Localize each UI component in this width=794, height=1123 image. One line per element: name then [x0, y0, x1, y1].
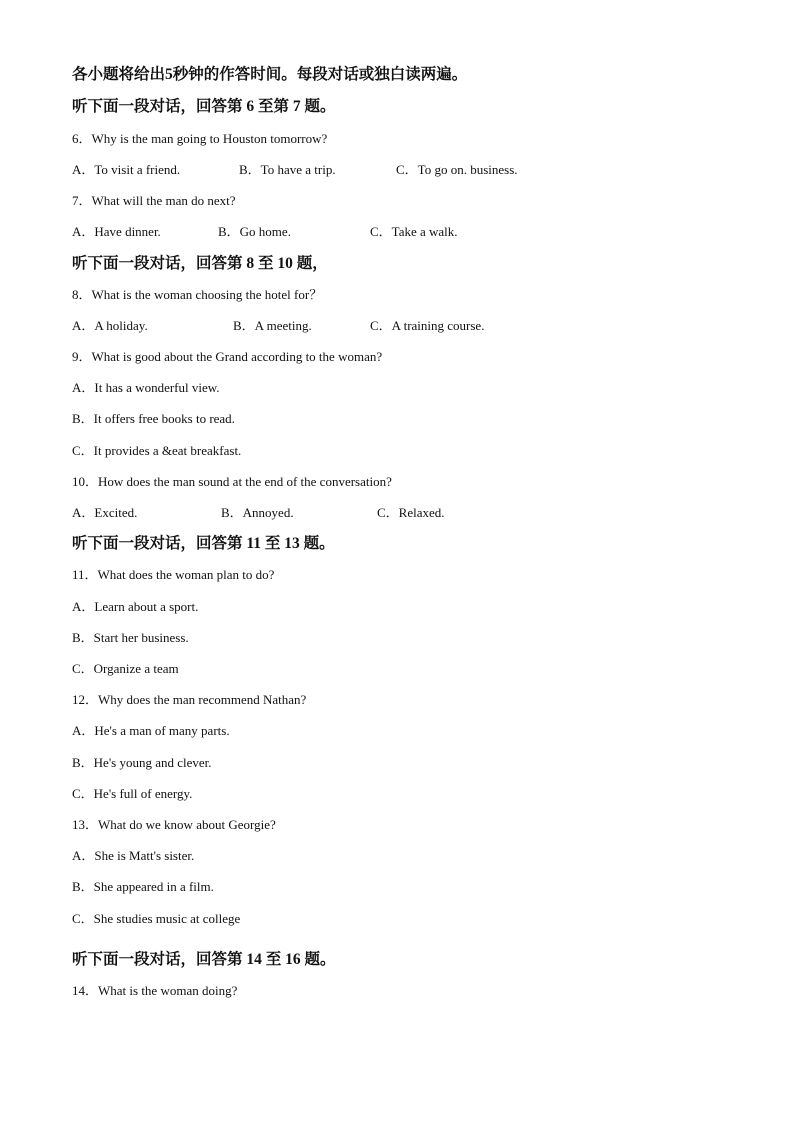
question-stem: 12．Why does the man recommend Nathan?	[72, 692, 307, 707]
question-stem: 6．Why is the man going to Houston tomorrow?	[72, 131, 328, 146]
option-c: C．It provides a &eat breakfast.	[72, 443, 242, 458]
question-stem: 11．What does the woman plan to do?	[72, 567, 275, 582]
question-stem: 10．How does the man sound at the end of the conversation?	[72, 474, 392, 489]
instructions-text: 各小题将给出5秒钟的作答时间。每段对话或独白读两遍。	[72, 66, 468, 83]
option-c: C．She studies music at college	[72, 911, 241, 926]
option-a: A．Learn about a sport.	[72, 599, 199, 614]
question-stem: 7．What will the man do next?	[72, 193, 236, 208]
option-b: B．Go home.	[218, 224, 291, 239]
question-stem: 9．What is good about the Grand according to the woman?	[72, 349, 383, 364]
option-a: A．He's a man of many parts.	[72, 723, 230, 738]
section-heading: 听下面一段对话，回答第 11 至 13 题。	[72, 535, 335, 552]
option-a: A．Excited.	[72, 505, 138, 520]
option-a: A．Have dinner.	[72, 224, 161, 239]
option-c: C．To go on. business.	[396, 162, 518, 177]
section-heading: 听下面一段对话，回答第 8 至 10 题，	[72, 255, 328, 272]
section-heading: 听下面一段对话，回答第 6 至第 7 题。	[72, 98, 336, 115]
question-stem: 14．What is the woman doing?	[72, 983, 238, 998]
option-a: A．A holiday.	[72, 318, 148, 333]
option-b: B．Annoyed.	[221, 505, 294, 520]
question-stem: 8．What is the woman choosing the hotel for？	[72, 287, 323, 302]
section-heading: 听下面一段对话，回答第 14 至 16 题。	[72, 951, 336, 968]
option-a: A．She is Matt's sister.	[72, 848, 195, 863]
option-b: B．Start her business.	[72, 630, 189, 645]
option-c: C．Relaxed.	[377, 505, 445, 520]
option-b: B．He's young and clever.	[72, 755, 212, 770]
option-b: B．To have a trip.	[239, 162, 336, 177]
option-c: C．Organize a team	[72, 661, 179, 676]
option-c: C．He's full of energy.	[72, 786, 193, 801]
question-stem: 13．What do we know about Georgie?	[72, 817, 276, 832]
option-a: A．To visit a friend.	[72, 162, 181, 177]
option-c: C．Take a walk.	[370, 224, 458, 239]
option-a: A．It has a wonderful view.	[72, 380, 220, 395]
option-b: B．It offers free books to read.	[72, 411, 235, 426]
option-b: B．She appeared in a film.	[72, 879, 214, 894]
option-c: C．A training course.	[370, 318, 485, 333]
option-b: B．A meeting.	[233, 318, 312, 333]
